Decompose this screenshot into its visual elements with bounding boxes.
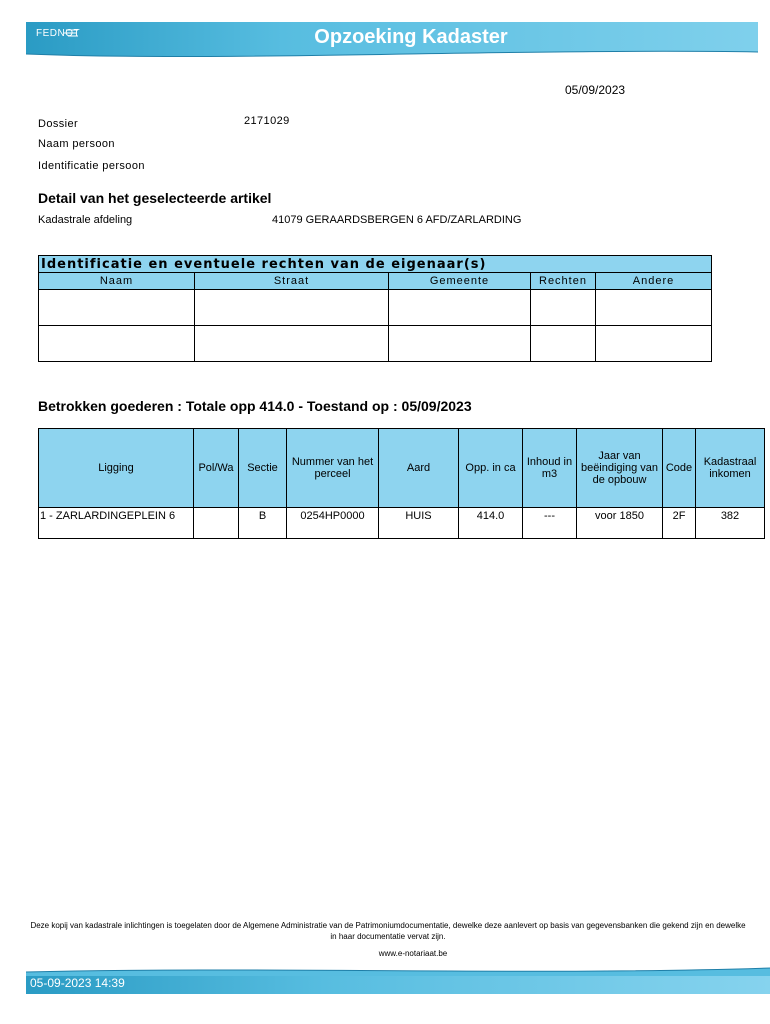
owners-col-naam: Naam: [39, 273, 195, 290]
goods-col-code: Code: [663, 429, 696, 508]
kadastrale-afdeling-value: 41079 GERAARDSBERGEN 6 AFD/ZARLARDING: [272, 214, 522, 226]
kadastrale-afdeling-label: Kadastrale afdeling: [38, 214, 133, 226]
goods-col-jaar: Jaar van beëindiging van de opbouw: [577, 429, 663, 508]
owners-col-andere: Andere: [596, 273, 712, 290]
goods-cell-opp: 414.0: [459, 508, 523, 539]
goods-table: [38, 428, 765, 539]
table-row: [39, 326, 712, 362]
owners-col-rechten: Rechten: [531, 273, 596, 290]
goods-col-inhoud: Inhoud in m3: [523, 429, 577, 508]
goods-cell-ligging: 1 - ZARLARDINGEPLEIN 6: [39, 508, 194, 539]
identificatie-persoon-label: Identificatie persoon: [38, 160, 145, 172]
goods-cell-sectie: B: [239, 508, 287, 539]
goods-cell-jaar: voor 1850: [577, 508, 663, 539]
goods-col-aard: Aard: [379, 429, 459, 508]
goods-col-polwa: Pol/Wa: [194, 429, 239, 508]
goods-col-ligging: Ligging: [39, 429, 194, 508]
owners-table: [38, 255, 712, 362]
owners-table-caption: Identificatie en eventuele rechten van de eigenaar(s): [39, 256, 712, 273]
footer-wave-decoration: [26, 966, 770, 976]
goods-cell-nummer: 0254HP0000: [287, 508, 379, 539]
dossier-label: Dossier: [38, 118, 79, 130]
goods-col-inkomen: Kadastraal inkomen: [696, 429, 765, 508]
document-date: 05/09/2023: [565, 83, 626, 97]
table-row: [39, 508, 765, 539]
owners-col-straat: Straat: [195, 273, 389, 290]
goods-section-title: Betrokken goederen : Totale opp 414.0 - Toestand op : 05/09/2023: [38, 398, 472, 414]
owners-col-gemeente: Gemeente: [389, 273, 531, 290]
table-row: [39, 290, 712, 326]
naam-persoon-label: Naam persoon: [38, 138, 115, 150]
goods-col-nummer: Nummer van het perceel: [287, 429, 379, 508]
goods-cell-code: 2F: [663, 508, 696, 539]
goods-cell-inkomen: 382: [696, 508, 765, 539]
goods-col-sectie: Sectie: [239, 429, 287, 508]
footer-url: www.e-notariaat.be: [378, 949, 448, 958]
page-title: Opzoeking Kadaster: [314, 26, 508, 48]
goods-cell-polwa: [194, 508, 239, 539]
goods-col-opp: Opp. in ca: [459, 429, 523, 508]
legal-footnote: Deze kopij van kadastrale inlichtingen is toegelaten door de Algemene Administratie van de Patrimoniumdocumentatie, dewelke deze aanlevert op basis van gegevensbanken die gekend zijn en dewelke in haar documentatie vervat zijn.: [30, 921, 746, 941]
fednot-logo: FEDNOT: [36, 28, 81, 39]
dossier-value: 2171029: [244, 115, 290, 127]
goods-cell-inhoud: ---: [523, 508, 577, 539]
detail-section-title: Detail van het geselecteerde artikel: [38, 190, 272, 206]
footer-timestamp: 05-09-2023 14:39: [30, 976, 125, 990]
goods-cell-aard: HUIS: [379, 508, 459, 539]
